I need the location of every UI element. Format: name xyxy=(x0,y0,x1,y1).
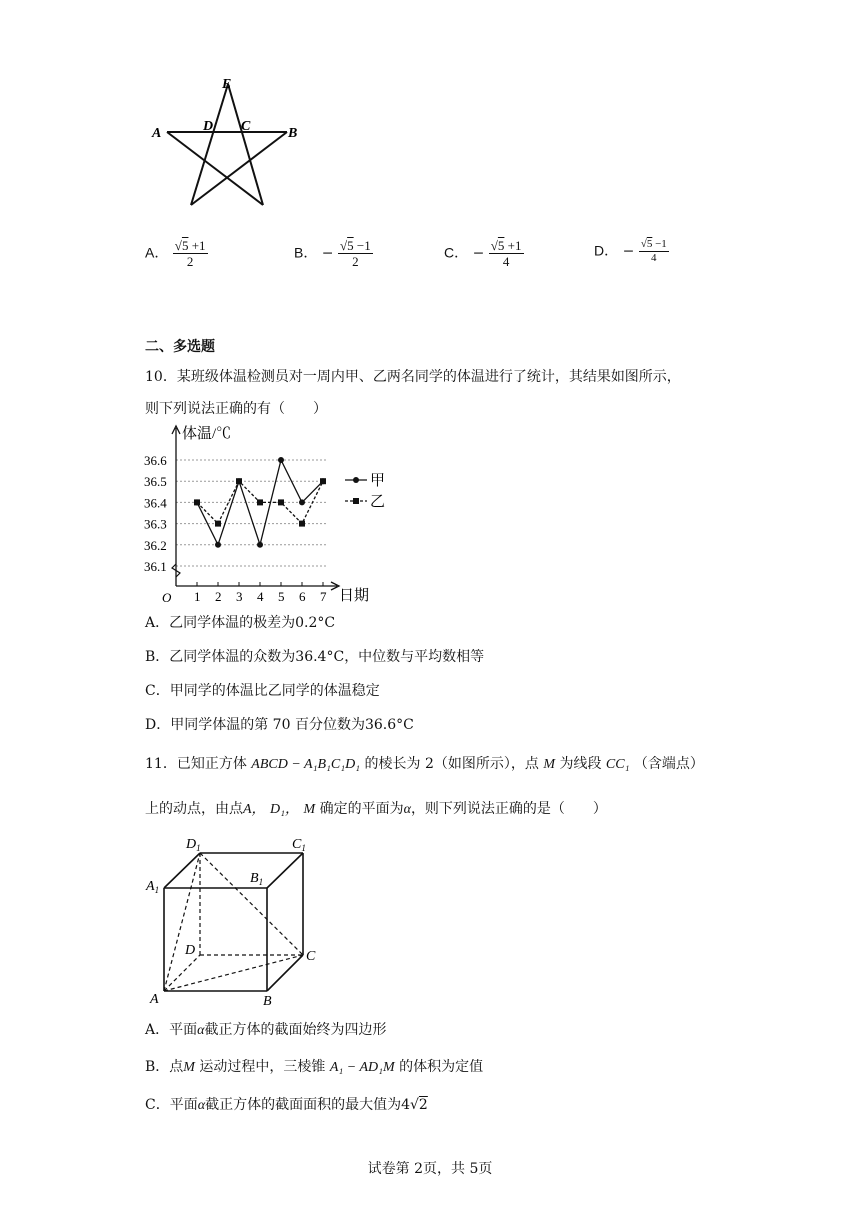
x-tick-label: 3 xyxy=(236,589,243,604)
cube-label-a1: $A_1$ xyxy=(146,879,160,895)
cube-label-b: B xyxy=(263,994,272,1009)
cube-label-c1: $C_1$ xyxy=(292,837,306,853)
star-label-e: E xyxy=(222,77,232,92)
q9-option-d: D． − $\frac{√5 -1}{4}$ xyxy=(594,238,667,264)
legend-marker xyxy=(353,477,359,483)
data-point-yi xyxy=(257,499,263,505)
fraction: $\frac{√5 +1}{2}$ xyxy=(174,238,206,269)
cube-label-d: D xyxy=(185,943,196,958)
q10-stem-line1: 10．某班级体温检测员对一周内甲、乙两名同学的体温进行了统计，其结果如图所示， xyxy=(145,369,681,385)
data-point-yi xyxy=(278,499,284,505)
data-point-yi xyxy=(194,499,200,505)
fraction: $\frac{√5 +1}{4}$ xyxy=(490,238,522,269)
star-label-a: A xyxy=(152,126,162,141)
temperature-line-chart xyxy=(140,422,390,610)
data-point-yi xyxy=(236,478,242,484)
x-tick-label: 1 xyxy=(194,589,201,604)
q11-option-b: B．点M 运动过程中，三棱锥 A₁ − AD₁M 的体积为定值 xyxy=(145,1059,484,1075)
y-axis-label: 体温/℃ xyxy=(182,426,232,442)
y-tick-label: 36.5 xyxy=(144,474,167,490)
q9-option-b: B． − $\frac{√5 -1}{2}$ xyxy=(294,238,371,269)
q10-option-b: B．乙同学体温的众数为36.4°C，中位数与平均数相等 xyxy=(145,649,485,665)
cube-label-b1: $B_1$ xyxy=(250,871,264,887)
q11-stem-line1: 11．已知正方体 ABCD − A₁B₁C₁D₁ 的棱长为 2（如图所示），点 M 为线段 CC₁ （含端点） xyxy=(145,756,704,772)
page-footer: 试卷第 2页，共 5页 xyxy=(367,1161,493,1177)
data-point-yi xyxy=(320,478,326,484)
x-tick-label: 7 xyxy=(320,589,327,604)
y-tick-label: 36.6 xyxy=(144,453,167,468)
q10-option-d: D．甲同学体温的第 70 百分位数为36.6°C xyxy=(145,717,414,733)
star-figure xyxy=(140,72,310,214)
q9-option-c: C． − $\frac{√5 +1}{4}$ xyxy=(444,238,522,269)
q10-option-c: C．甲同学的体温比乙同学的体温稳定 xyxy=(145,683,380,699)
cube-label-d1: $D_1$ xyxy=(186,837,201,853)
q11-option-c: C．平面α截正方体的截面面积的最大值为4√2 xyxy=(145,1097,428,1113)
origin-label: O xyxy=(162,590,172,605)
fraction: $\frac{√5 -1}{2}$ xyxy=(339,238,371,269)
cube-label-c: C xyxy=(306,949,316,964)
x-tick-label: 6 xyxy=(299,589,306,604)
q10-stem-line2: 则下列说法正确的有（ ） xyxy=(145,401,327,417)
data-point-jia xyxy=(215,542,221,548)
data-point-jia xyxy=(299,499,305,505)
cube-label-a: A xyxy=(150,992,159,1007)
q9-option-a: A． $\frac{√5 +1}{2}$ xyxy=(145,238,206,269)
data-point-yi xyxy=(299,521,305,527)
y-tick-label: 36.3 xyxy=(144,516,167,532)
data-point-jia xyxy=(278,457,284,463)
x-axis-label: 日期 xyxy=(339,588,370,604)
legend-label: 甲 xyxy=(370,473,386,489)
data-point-jia xyxy=(257,542,263,548)
q11-option-a: A．平面α截正方体的截面始终为四边形 xyxy=(145,1022,387,1038)
star-label-d: D xyxy=(203,119,214,134)
y-tick-label: 36.1 xyxy=(144,559,167,574)
fraction: $\frac{√5 -1}{4}$ xyxy=(640,238,667,264)
cube-figure xyxy=(140,828,330,1010)
y-tick-label: 36.4 xyxy=(144,495,167,511)
legend-label: 乙 xyxy=(370,494,386,510)
section-title: 二、多选题 xyxy=(145,339,215,355)
x-tick-label: 2 xyxy=(215,589,222,604)
q10-option-a: A．乙同学体温的极差为0.2°C xyxy=(145,615,336,631)
star-label-b: B xyxy=(288,126,298,141)
y-tick-label: 36.2 xyxy=(144,537,167,553)
legend-marker xyxy=(353,498,359,504)
data-point-yi xyxy=(215,521,221,527)
q11-stem-line2: 上的动点，由点A， D₁， M 确定的平面为α，则下列说法正确的是（ ） xyxy=(145,801,607,817)
x-tick-label: 4 xyxy=(257,589,264,604)
star-label-c: C xyxy=(241,119,251,134)
x-tick-label: 5 xyxy=(278,589,285,604)
